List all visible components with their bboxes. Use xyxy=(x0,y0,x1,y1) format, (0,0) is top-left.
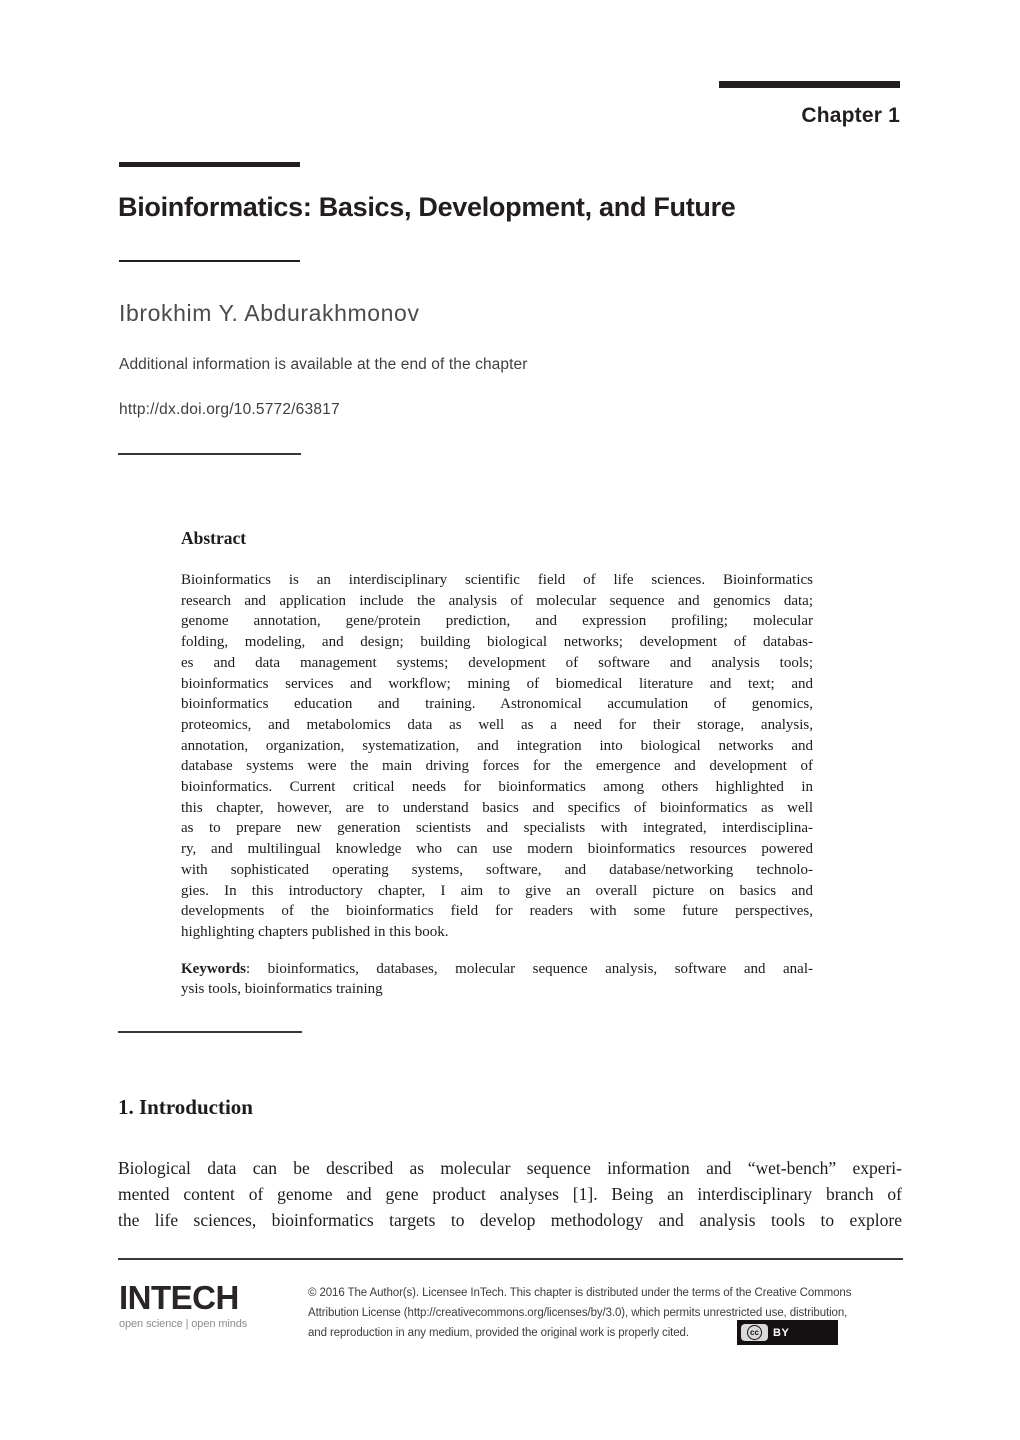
footer-rule xyxy=(118,1258,903,1260)
text-line: bioinformatics education and training. Astronomical accumulation of genomics, xyxy=(181,696,813,713)
text-line: bioinformatics. Current critical needs for bioinformatics among others highlighted in xyxy=(181,779,813,796)
text-line: © 2016 The Author(s). Licensee InTech. This chapter is distributed under the terms of the Creative Commons xyxy=(308,1287,852,1299)
text-line: research and application include the analysis of molecular sequence and genomics data; xyxy=(181,592,813,609)
introduction-heading: 1. Introduction xyxy=(118,1095,253,1119)
text-line: annotation, organization, systematization, and integration into biological networks and xyxy=(181,737,813,754)
cc-circle-glyph: cc xyxy=(747,1325,762,1340)
text-line: folding, modeling, and design; building biological networks; development of databas- xyxy=(181,634,813,651)
author-name: Ibrokhim Y. Abdurakhmonov xyxy=(119,300,420,326)
keywords-line: ysis tools, bioinformatics training xyxy=(181,981,383,998)
text-line: this chapter, however, are to understand basics and specifics of bioinformatics as well xyxy=(181,799,813,816)
abstract-body xyxy=(181,570,813,943)
text-line: database systems were the main driving forces for the emergence and development of xyxy=(181,758,813,775)
chapter-top-rule xyxy=(719,81,900,88)
text-line: proteomics, and metabolomics data as well as a need for their storage, analysis, xyxy=(181,716,813,733)
text-line: es and data management systems; development of software and analysis tools; xyxy=(181,654,813,671)
text-line: Biological data can be described as molecular sequence information and “wet-bench” experi- xyxy=(118,1158,902,1178)
keywords-text: : bioinformatics, databases, molecular sequence analysis, software and anal- xyxy=(246,960,813,977)
intech-logo xyxy=(119,1281,299,1330)
text-line: developments of the bioinformatics field for readers with some future perspectives, xyxy=(181,903,813,920)
introduction-paragraph xyxy=(118,1155,902,1233)
intech-wordmark: INTECH xyxy=(119,1279,239,1316)
text-line: highlighting chapters published in this book. xyxy=(181,923,449,940)
additional-info-note: Additional information is available at the end of the chapter xyxy=(119,356,528,373)
chapter-label: Chapter 1 xyxy=(801,104,900,127)
title-top-rule xyxy=(119,162,300,167)
text-line: genome annotation, gene/protein prediction, and expression profiling; molecular xyxy=(181,613,813,630)
text-line: Bioinformatics is an interdisciplinary scientific field of life sciences. Bioinformatics xyxy=(181,572,813,588)
page-title: Bioinformatics: Basics, Development, and Future xyxy=(118,192,736,222)
abstract-section xyxy=(181,528,813,1000)
doi-link[interactable]: http://dx.doi.org/10.5772/63817 xyxy=(119,401,340,418)
abstract-heading: Abstract xyxy=(181,528,247,548)
text-line: ry, and multilingual knowledge who can use modern bioinformatics resources powered xyxy=(181,841,813,858)
cc-by-label: BY xyxy=(773,1326,790,1339)
section-top-rule xyxy=(118,1031,302,1033)
intech-tagline: open science | open minds xyxy=(119,1318,248,1330)
text-line: mented content of genome and gene product analyses [1]. Being an interdisciplinary branch of xyxy=(118,1184,902,1204)
text-line: gies. In this introductory chapter, I aim to give an overall picture on basics and xyxy=(181,882,813,899)
cc-icon xyxy=(741,1324,768,1341)
cc-by-badge[interactable] xyxy=(737,1320,838,1345)
text-line: the life sciences, bioinformatics targets to develop methodology and analysis tools to explore xyxy=(118,1210,902,1230)
keywords-line xyxy=(181,959,813,980)
text-line: Attribution License (http://creativecommons.org/licenses/by/3.0), which permits unrestricted use, distribution, xyxy=(308,1307,848,1319)
text-line: with sophisticated operating systems, software, and database/networking technolo- xyxy=(181,861,813,878)
text-line: bioinformatics services and workflow; mining of biomedical literature and text; and xyxy=(181,675,813,692)
doi-bottom-rule xyxy=(118,453,301,455)
text-line: as to prepare new generation scientists and specialists with integrated, interdisciplina- xyxy=(181,820,813,837)
title-bottom-rule xyxy=(119,260,300,262)
text-line: and reproduction in any medium, provided the original work is properly cited. xyxy=(308,1327,689,1339)
keywords-block xyxy=(181,959,813,1000)
keywords-label: Keywords xyxy=(181,960,246,977)
